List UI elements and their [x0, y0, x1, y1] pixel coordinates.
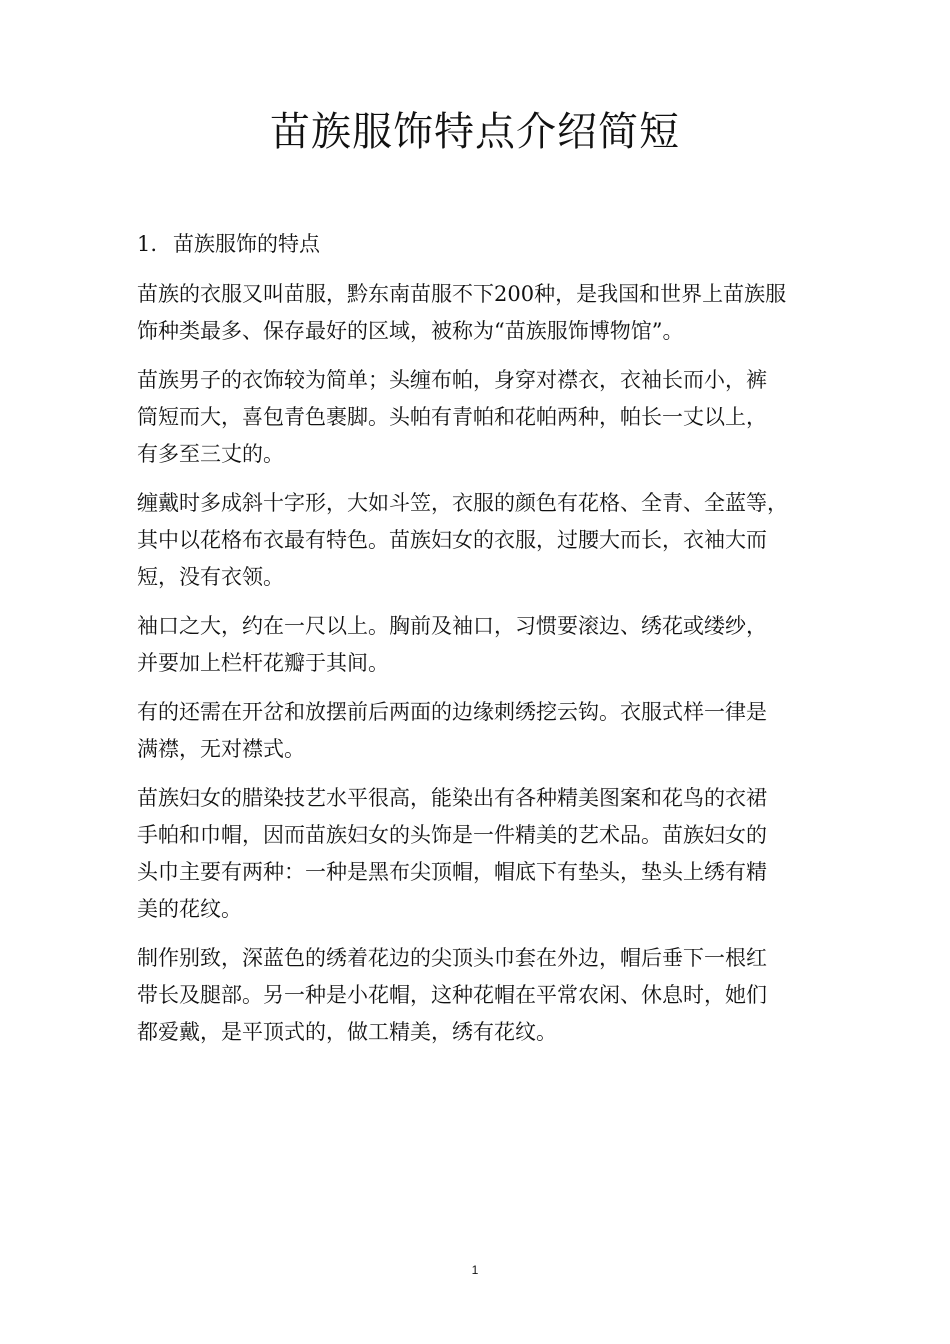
text-line: 有的还需在开岔和放摆前后两面的边缘刺绣挖云钩。衣服式样一律是 [137, 700, 767, 724]
text-line: 缠戴时多成斜十字形，大如斗笠，衣服的颜色有花格、全青、全蓝等， [137, 491, 788, 515]
paragraph-gap [137, 928, 837, 940]
text-line: 都爱戴，是平顶式的，做工精美，绣有花纹。 [137, 1020, 557, 1044]
text-line: 苗族男子的衣饰较为简单；头缠布帕，身穿对襟衣，衣袖长而小，裤 [137, 368, 767, 392]
text-line: 手帕和巾帽，因而苗族妇女的头饰是一件精美的艺术品。苗族妇女的 [137, 823, 767, 847]
section-number: 1. [137, 232, 158, 256]
section-heading-text: 苗族服饰的特点 [173, 232, 320, 256]
text-line: 短，没有衣领。 [137, 565, 284, 589]
body-text [137, 276, 837, 1051]
text-line: 其中以花格布衣最有特色。苗族妇女的衣服，过腰大而长，衣袖大而 [137, 528, 767, 552]
text-line: 带长及腿部。另一种是小花帽，这种花帽在平常农闲、休息时，她们 [137, 983, 767, 1007]
paragraph-gap [137, 350, 837, 362]
paragraph [137, 694, 837, 768]
text-line: 有多至三丈的。 [137, 442, 284, 466]
text-line: 美的花纹。 [137, 897, 242, 921]
paragraph [137, 362, 837, 473]
section-heading [137, 226, 320, 262]
text-line: 头巾主要有两种：一种是黑布尖顶帽，帽底下有垫头，垫头上绣有精 [137, 860, 767, 884]
text-line: 袖口之大，约在一尺以上。胸前及袖口，习惯要滚边、绣花或缕纱， [137, 614, 767, 638]
paragraph [137, 608, 837, 682]
paragraph [137, 780, 837, 928]
paragraph [137, 940, 837, 1051]
page-number: 1 [471, 1263, 479, 1277]
paragraph [137, 485, 837, 596]
text-line: 制作别致，深蓝色的绣着花边的尖顶头巾套在外边，帽后垂下一根红 [137, 946, 767, 970]
text-line: 筒短而大，喜包青色裹脚。头帕有青帕和花帕两种，帕长一丈以上， [137, 405, 767, 429]
paragraph-gap [137, 596, 837, 608]
text-line: 苗族的衣服又叫苗服，黔东南苗服不下200种，是我国和世界上苗族服 [137, 282, 787, 306]
text-line: 饰种类最多、保存最好的区域，被称为“苗族服饰博物馆”。 [137, 319, 684, 343]
text-line: 苗族妇女的腊染技艺水平很高，能染出有各种精美图案和花鸟的衣裙 [137, 786, 767, 810]
paragraph-gap [137, 768, 837, 780]
paragraph-gap [137, 473, 837, 485]
document-title: 苗族服饰特点介绍简短 [270, 109, 680, 155]
paragraph [137, 276, 837, 350]
text-line: 并要加上栏杆花瓣于其间。 [137, 651, 389, 675]
paragraph-gap [137, 682, 837, 694]
text-line: 满襟，无对襟式。 [137, 737, 305, 761]
